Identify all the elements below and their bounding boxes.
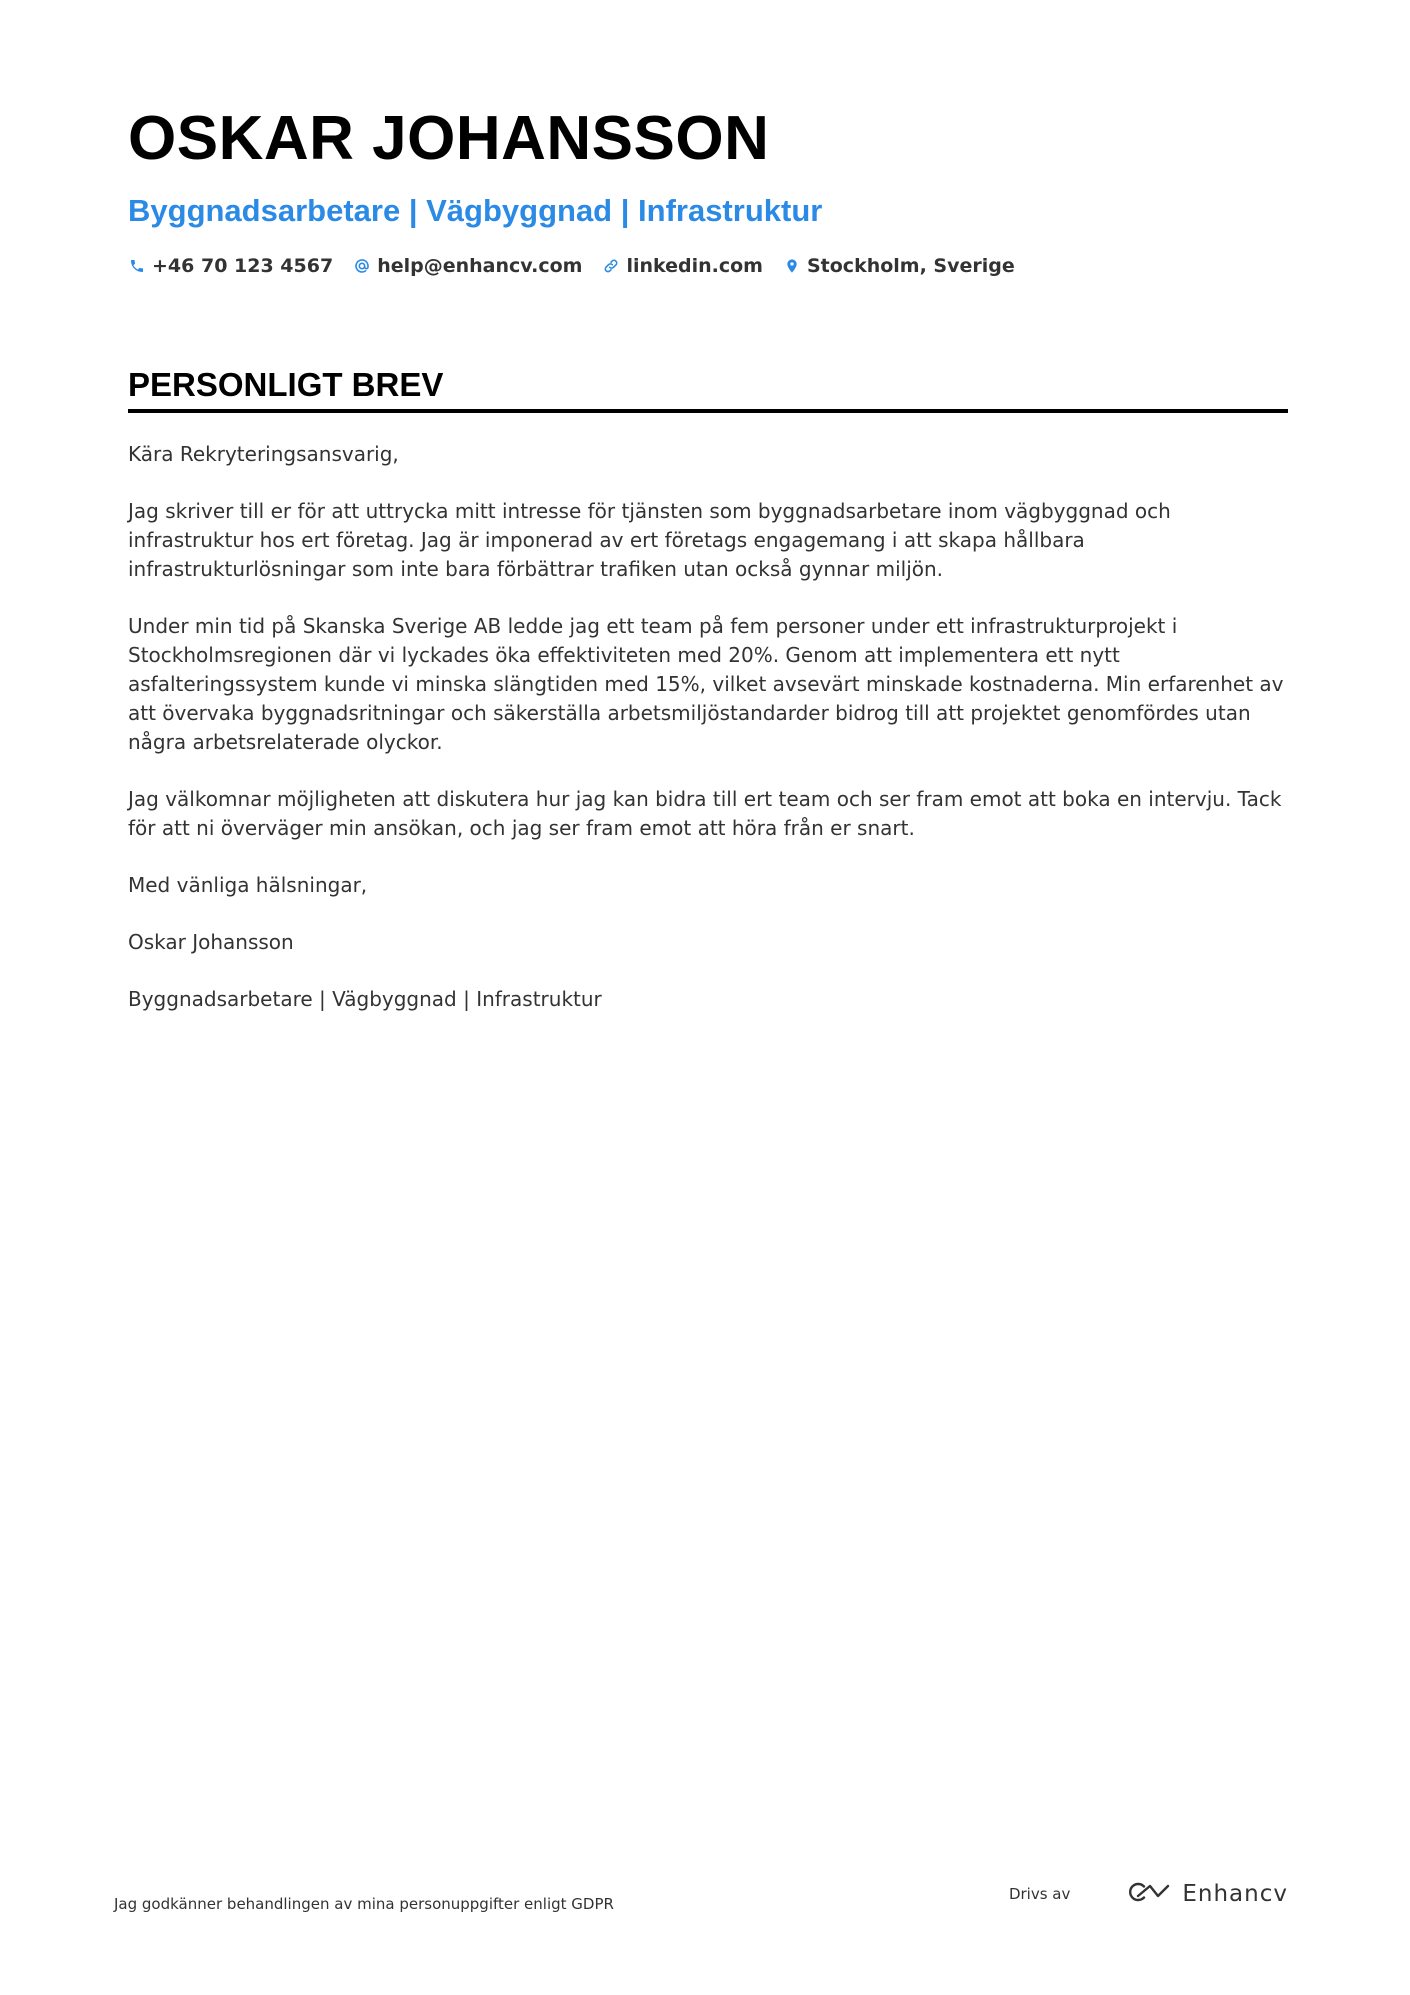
contact-location: [783, 255, 1015, 277]
contact-linkedin[interactable]: [602, 255, 763, 277]
letter-paragraph: Jag skriver till er för att uttrycka mitt intresse för tjänsten som byggnadsarbetare inom vägbyggnad och infrastruktur hos ert företag. Jag är imponerad av ert företags engagemang i att skapa hållbara infrastrukturlösningar som inte bara förbättrar trafiken utan också gynnar miljön.: [128, 499, 1171, 581]
contact-email[interactable]: [353, 255, 582, 277]
letter-paragraph: Under min tid på Skanska Sverige AB ledde jag ett team på fem personer under ett infrastrukturprojekt i Stockholmsregionen där vi lyckades öka effektiviteten med 20%. Genom att implementera ett nytt asfalteringssystem kunde vi minska slängtiden med 15%, vilket avsevärt minskade kostnaderna. Min erfarenhet av att övervaka byggnadsritningar och säkerställa arbetsmiljöstandarder bidrog till att projektet genomfördes utan några arbetsrelaterade olyckor.: [128, 614, 1284, 754]
contact-phone[interactable]: [128, 255, 333, 277]
gdpr-consent: Jag godkänner behandlingen av mina personuppgifter enligt GDPR: [114, 1895, 614, 1913]
applicant-name: OSKAR JOHANSSON: [128, 104, 770, 173]
linkedin-text: linkedin.com: [626, 255, 763, 277]
closing: Med vänliga hälsningar,: [128, 873, 368, 897]
signature-name: Oskar Johansson: [128, 930, 294, 954]
enhancv-logo[interactable]: [1126, 1880, 1288, 1908]
powered-by-label: Drivs av: [1008, 1885, 1071, 1903]
contact-row: [128, 255, 1035, 277]
phone-icon: [128, 257, 146, 275]
enhancv-logo-text: Enhancv: [1182, 1881, 1288, 1907]
section-divider: [128, 409, 1288, 413]
at-icon: [353, 257, 371, 275]
link-icon: [602, 257, 620, 275]
signature-title: Byggnadsarbetare | Vägbyggnad | Infrastruktur: [128, 987, 602, 1011]
letter-paragraph: Jag välkomnar möjligheten att diskutera hur jag kan bidra till ert team och ser fram emot att boka en intervju. Tack för att ni överväger min ansökan, och jag ser fram emot att höra från er snart.: [128, 787, 1282, 840]
powered-by: [1009, 1880, 1288, 1908]
email-text: help@enhancv.com: [377, 255, 583, 277]
phone-text: +46 70 123 4567: [152, 255, 334, 277]
location-pin-icon: [783, 257, 801, 275]
enhancv-logo-icon: [1126, 1880, 1172, 1908]
letter-body: [128, 440, 1288, 1042]
location-text: Stockholm, Sverige: [806, 255, 1015, 277]
job-title: Byggnadsarbetare | Vägbyggnad | Infrastruktur: [128, 193, 823, 228]
section-title: PERSONLIGT BREV: [128, 366, 444, 403]
salutation: Kära Rekryteringsansvarig,: [128, 442, 399, 466]
